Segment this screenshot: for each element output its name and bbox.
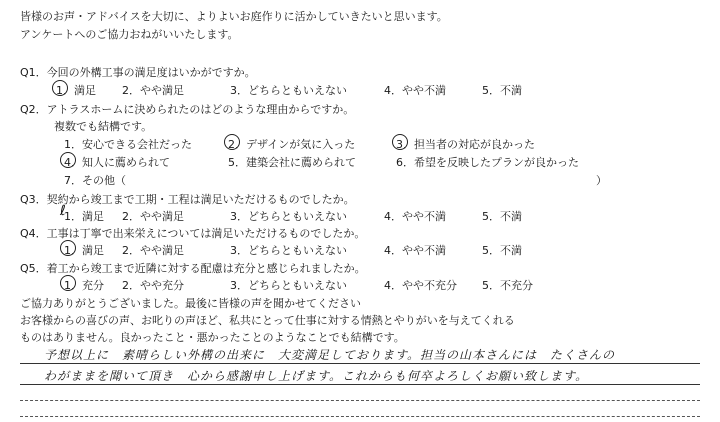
q2-answer-circle-2: [224, 134, 240, 150]
q3-option-2[interactable]: 2．やや満足: [122, 210, 184, 223]
q1-option-4[interactable]: 4．やや不満: [384, 84, 446, 97]
q5-option-4[interactable]: 4．やや不充分: [384, 279, 457, 292]
q4-option-1[interactable]: 1．満足: [64, 244, 104, 257]
comment-rule-2: [20, 384, 700, 385]
q4-answer-circle: [60, 240, 76, 256]
q2-subtext: 複数でも結構です。: [54, 120, 153, 133]
q5-option-3[interactable]: 3．どちらともいえない: [230, 279, 347, 292]
q1-option-1[interactable]: 1．満足: [56, 84, 96, 97]
q3-option-4[interactable]: 4．やや不満: [384, 210, 446, 223]
closing-line-1: ご協力ありがとうございました。最後に皆様の声を聞かせてください: [20, 297, 361, 310]
q3-option-3[interactable]: 3．どちらともいえない: [230, 210, 347, 223]
q3-option-1[interactable]: 1．満足: [64, 210, 104, 223]
q4-option-3[interactable]: 3．どちらともいえない: [230, 244, 347, 257]
q5-question: Q5．着工から竣工まで近隣に対する配慮は充分と感じられましたか。: [20, 262, 366, 275]
handwritten-comment-line-1: 予想以上に 素晴らしい外構の出来に 大変満足しております。担当の山本さんには たくさんの: [44, 348, 616, 362]
q2-option-3[interactable]: 3．担当者の対応が良かった: [396, 138, 535, 151]
q3-option-5[interactable]: 5．不満: [482, 210, 522, 223]
q4-option-5[interactable]: 5．不満: [482, 244, 522, 257]
q1-option-3[interactable]: 3．どちらともいえない: [230, 84, 347, 97]
intro-line-2: アンケートへのご協力おねがいいたします。: [20, 28, 239, 41]
comment-rule-1: [20, 363, 700, 364]
q1-answer-circle: [52, 80, 68, 96]
comment-rule-3: [20, 400, 700, 401]
q5-option-1[interactable]: 1．充分: [64, 279, 104, 292]
q1-question: Q1．今回の外構工事の満足度はいかがですか。: [20, 66, 256, 79]
q2-option-2[interactable]: 2．デザインが気に入った: [228, 138, 356, 151]
handwritten-comment-line-2: わがままを聞いて頂き 心から感謝申し上げます。これからも何卒よろしくお願い致します。: [44, 369, 589, 383]
closing-line-3: ものはありません。良かったこと・悪かったことのようなことでも結構です。: [20, 331, 405, 344]
q2-option-5[interactable]: 5．建築会社に薦められて: [228, 156, 356, 169]
q2-option-4[interactable]: 4．知人に薦められて: [64, 156, 170, 169]
q5-option-2[interactable]: 2．やや充分: [122, 279, 184, 292]
q3-question: Q3．契約から竣工まで工期・工程は満足いただけるものでしたか。: [20, 193, 355, 206]
q2-option-1[interactable]: 1．安心できる会社だった: [64, 138, 192, 151]
q3-check-mark: ℓ: [60, 203, 66, 219]
q1-option-2[interactable]: 2．やや満足: [122, 84, 184, 97]
q2-question: Q2．アトラスホームに決められたのはどのような理由からですか。: [20, 103, 355, 116]
closing-line-2: お客様からの喜びの声、お叱りの声ほど、私共にとって仕事に対する情熱とやりがいを与えてくれる: [20, 314, 515, 327]
q1-option-5[interactable]: 5．不満: [482, 84, 522, 97]
q2-answer-circle-4: [60, 152, 76, 168]
q5-answer-circle: [60, 275, 76, 291]
q2-option-6[interactable]: 6．希望を反映したプランが良かった: [396, 156, 579, 169]
q2-option-7-close: ）: [596, 174, 607, 187]
q4-option-4[interactable]: 4．やや不満: [384, 244, 446, 257]
q4-option-2[interactable]: 2．やや満足: [122, 244, 184, 257]
intro-line-1: 皆様のお声・アドバイスを大切に、よりよいお庭作りに活かしていきたいと思います。: [20, 10, 448, 23]
q2-answer-circle-3: [392, 134, 408, 150]
q2-option-7[interactable]: 7．その他（: [64, 174, 126, 187]
comment-rule-4: [20, 416, 700, 417]
q4-question: Q4．工事は丁寧で出来栄えについては満足いただけるものでしたか。: [20, 227, 366, 240]
q5-option-5[interactable]: 5．不充分: [482, 279, 533, 292]
